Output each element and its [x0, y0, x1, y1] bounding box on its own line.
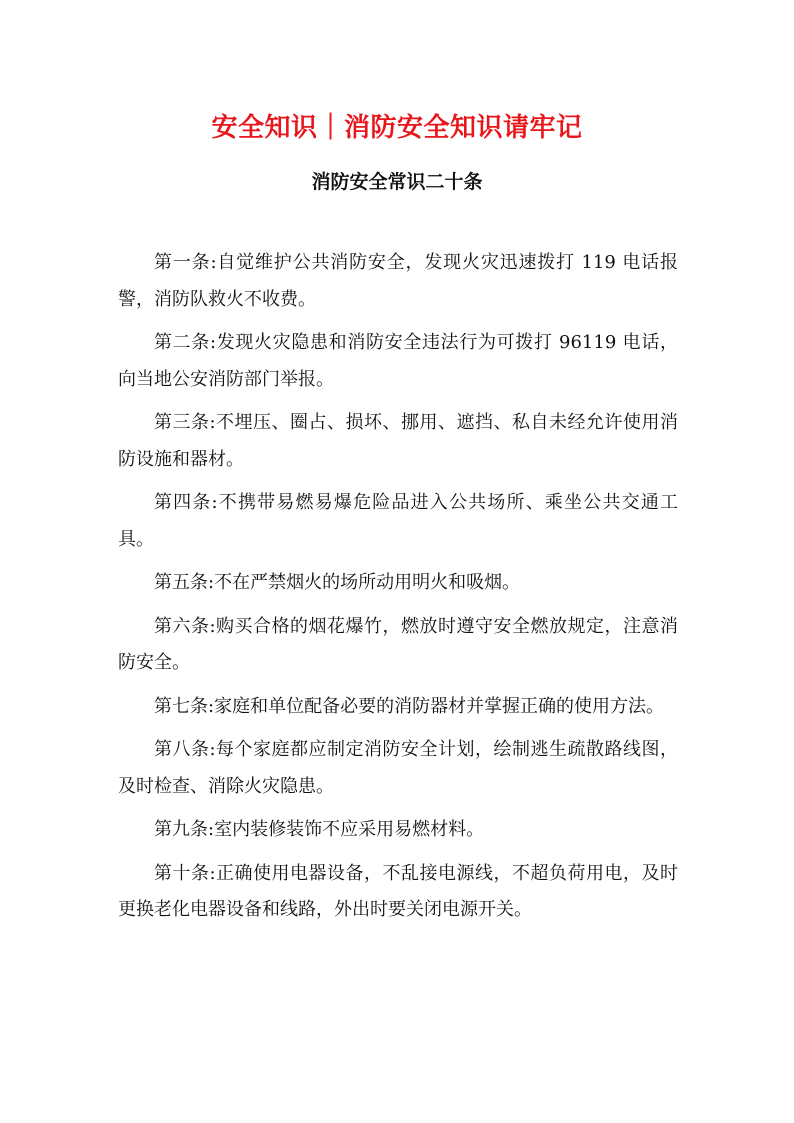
article-3: 第三条:不埋压、圈占、损坏、挪用、遮挡、私自未经允许使用消防设施和器材。 [118, 412, 678, 470]
article-5: 第五条:不在严禁烟火的场所动用明火和吸烟。 [154, 572, 521, 593]
article-2: 第二条:发现火灾隐患和消防安全违法行为可拨打 96119 电话，向当地公安消防部门举报。 [118, 332, 678, 390]
article-7: 第七条:家庭和单位配备必要的消防器材并掌握正确的使用方法。 [154, 695, 665, 717]
article-10: 第十条:正确使用电器设备，不乱接电源线，不超负荷用电，及时更换老化电器设备和线路，外出时要关闭电源开关。 [118, 862, 678, 920]
article-6: 第六条:购买合格的烟花爆竹，燃放时遵守安全燃放规定，注意消防安全。 [118, 615, 678, 673]
document-title: 安全知识｜消防安全知识请牢记 [211, 113, 583, 143]
article-list [118, 245, 678, 936]
article-1: 第一条:自觉维护公共消防安全，发现火灾迅速拨打 119 电话报警，消防队救火不收费。 [118, 252, 678, 310]
article-8: 第八条:每个家庭都应制定消防安全计划，绘制逃生疏散路线图，及时检查、消除火灾隐患。 [118, 739, 678, 797]
article-9: 第九条:室内装修装饰不应采用易燃材料。 [154, 819, 485, 840]
document-subtitle: 消防安全常识二十条 [311, 171, 483, 193]
article-4: 第四条:不携带易燃易爆危险品进入公共场所、乘坐公共交通工具。 [118, 492, 678, 550]
